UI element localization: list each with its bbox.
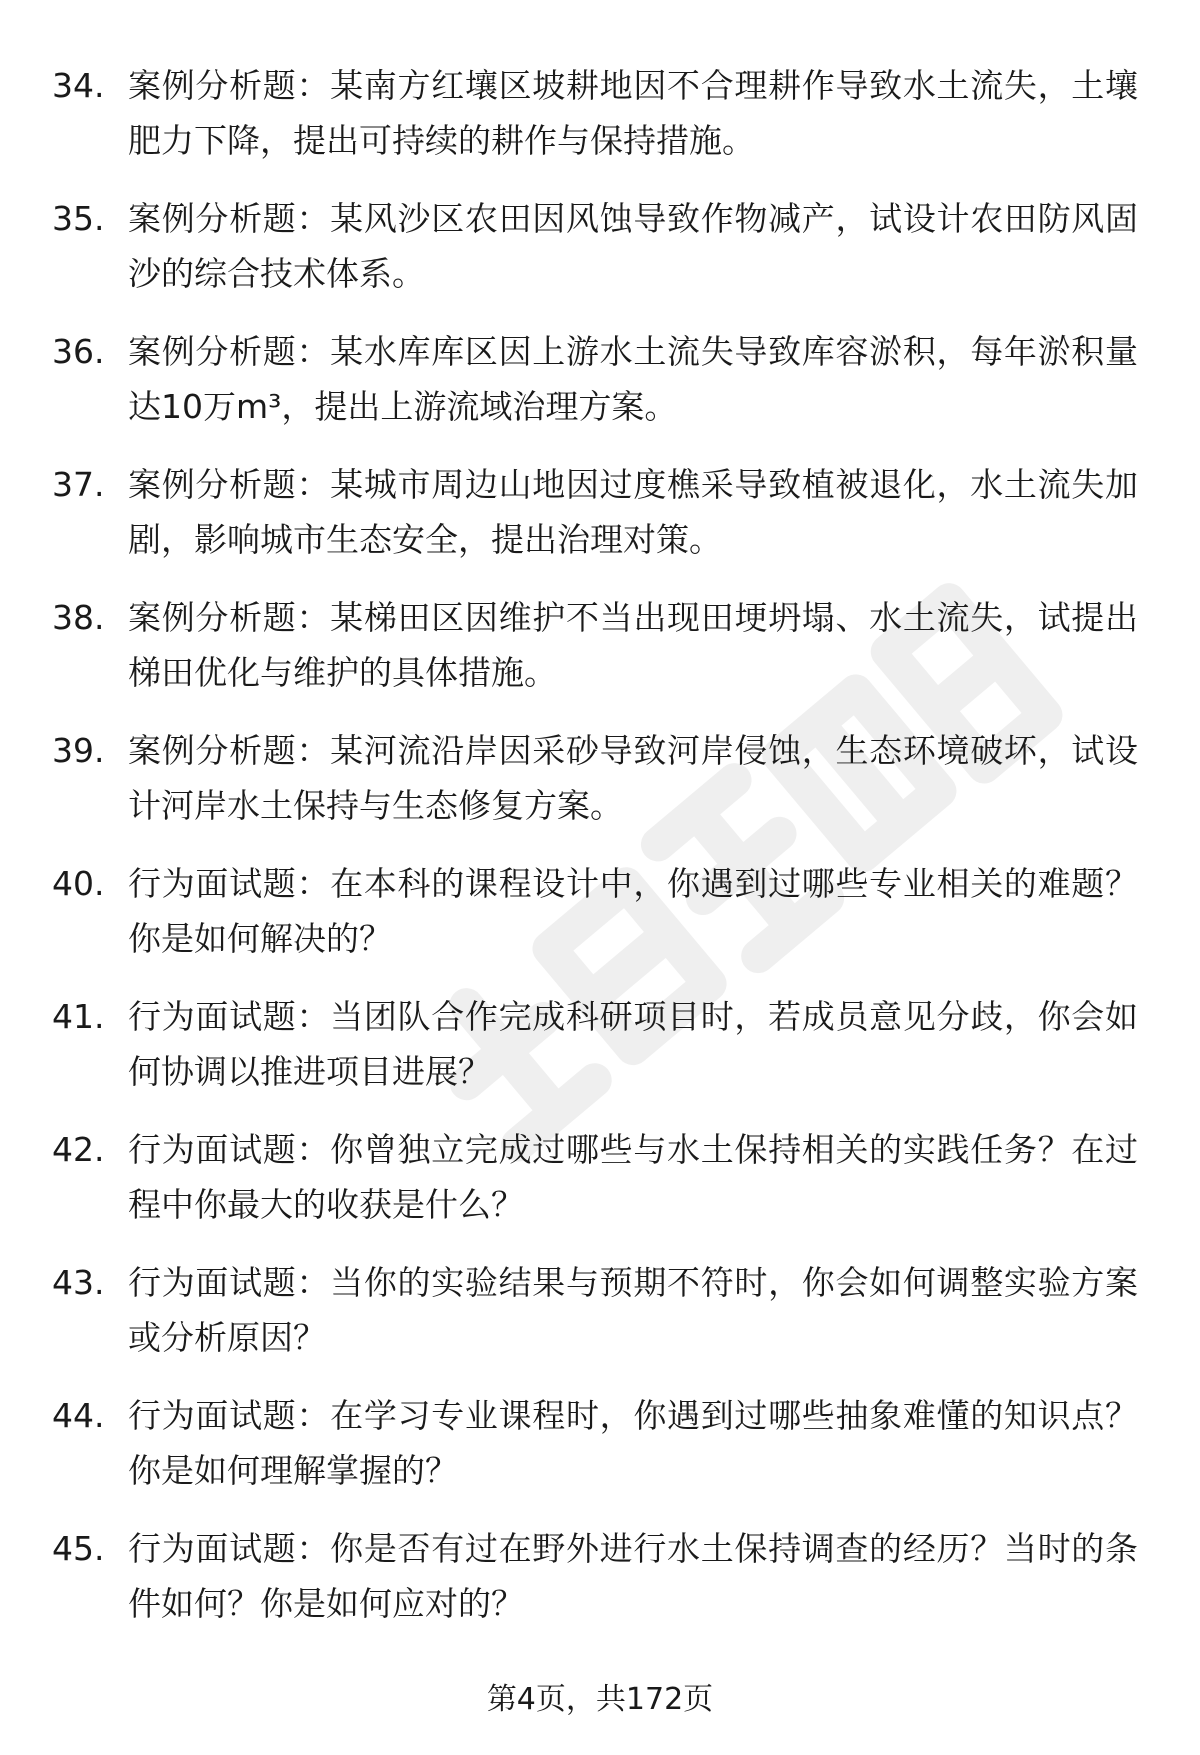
question-number: 41. <box>52 997 105 1036</box>
question-number: 38. <box>52 598 105 637</box>
question-item <box>0 1122 1200 1255</box>
question-item <box>0 1521 1200 1654</box>
question-list <box>0 58 1200 1654</box>
question-number: 42. <box>52 1130 105 1169</box>
question-item <box>0 590 1200 723</box>
question-item <box>0 58 1200 191</box>
question-item <box>0 723 1200 856</box>
question-text: 案例分析题：某南方红壤区坡耕地因不合理耕作导致水土流失，土壤肥力下降，提出可持续的耕作与保持措施。 <box>128 66 1138 160</box>
question-text: 行为面试题：在本科的课程设计中，你遇到过哪些专业相关的难题？你是如何解决的？ <box>128 864 1138 958</box>
question-item <box>0 989 1200 1122</box>
question-item <box>0 191 1200 324</box>
question-item <box>0 324 1200 457</box>
page-footer: 第4页，共172页 <box>486 1682 714 1717</box>
question-number: 34. <box>52 66 105 105</box>
question-number: 45. <box>52 1529 105 1568</box>
question-text: 案例分析题：某城市周边山地因过度樵采导致植被退化，水土流失加剧，影响城市生态安全，提出治理对策。 <box>128 465 1138 559</box>
question-text: 案例分析题：某河流沿岸因采砂导致河岸侵蚀，生态环境破坏，试设计河岸水土保持与生态修复方案。 <box>128 731 1138 825</box>
question-number: 43. <box>52 1263 105 1302</box>
question-text: 行为面试题：在学习专业课程时，你遇到过哪些抽象难懂的知识点？你是如何理解掌握的？ <box>128 1396 1138 1490</box>
question-text: 行为面试题：当你的实验结果与预期不符时，你会如何调整实验方案或分析原因？ <box>128 1263 1138 1357</box>
question-item <box>0 1388 1200 1521</box>
question-number: 40. <box>52 864 105 903</box>
question-number: 37. <box>52 465 105 504</box>
question-item <box>0 1255 1200 1388</box>
question-text: 案例分析题：某梯田区因维护不当出现田埂坍塌、水土流失，试提出梯田优化与维护的具体措施。 <box>128 598 1138 692</box>
question-number: 36. <box>52 332 105 371</box>
question-text: 行为面试题：你是否有过在野外进行水土保持调查的经历？当时的条件如何？你是如何应对的？ <box>128 1529 1138 1623</box>
question-text: 行为面试题：你曾独立完成过哪些与水土保持相关的实践任务？在过程中你最大的收获是什么？ <box>128 1130 1138 1224</box>
question-number: 35. <box>52 199 105 238</box>
question-text: 行为面试题：当团队合作完成科研项目时，若成员意见分歧，你会如何协调以推进项目进展？ <box>128 997 1138 1091</box>
question-number: 39. <box>52 731 105 770</box>
question-item <box>0 856 1200 989</box>
question-number: 44. <box>52 1396 105 1435</box>
question-text: 案例分析题：某水库库区因上游水土流失导致库容淤积，每年淤积量达10万m³，提出上游流域治理方案。 <box>128 332 1138 426</box>
question-text: 案例分析题：某风沙区农田因风蚀导致作物减产，试设计农田防风固沙的综合技术体系。 <box>128 199 1138 293</box>
question-item <box>0 457 1200 590</box>
